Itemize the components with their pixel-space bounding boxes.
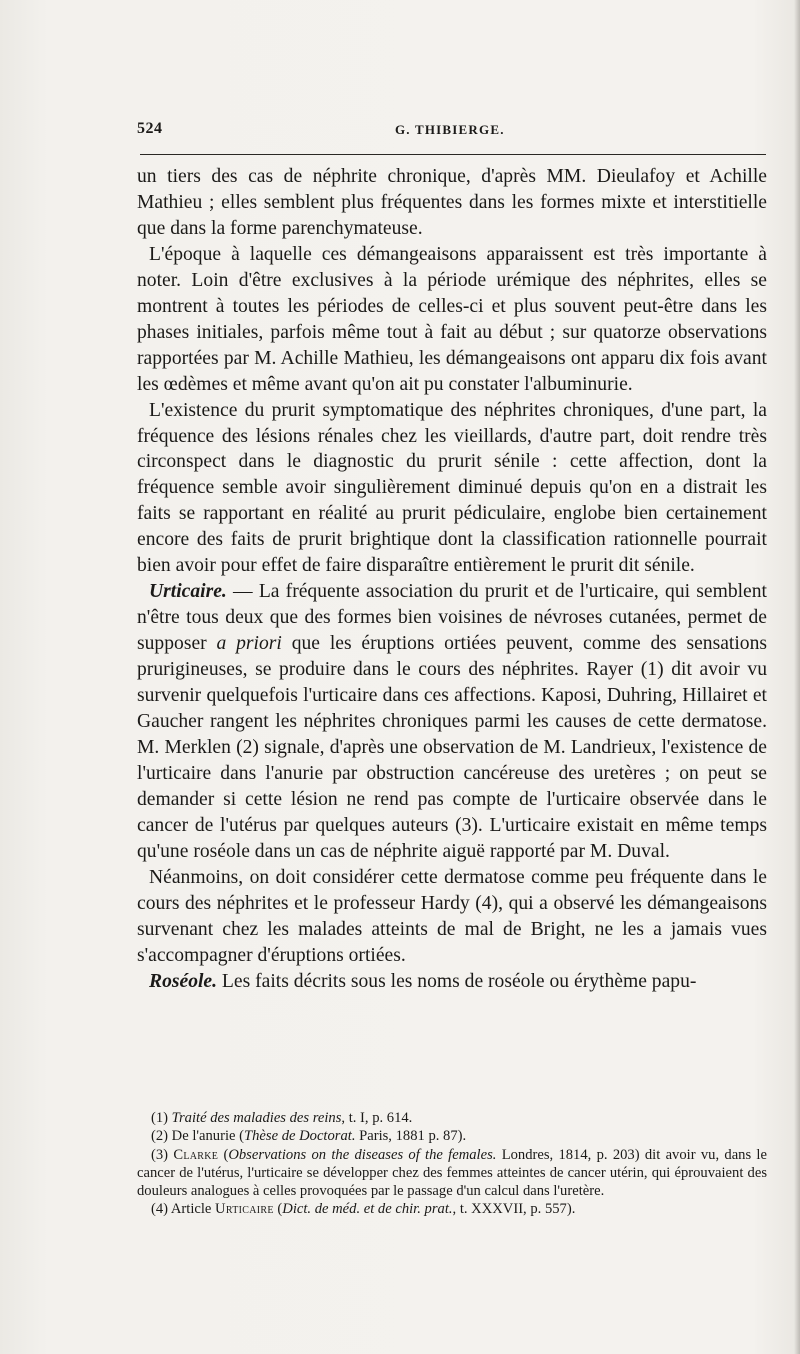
paragraph-text: — La fréquente association du prurit et de l'urticaire, qui semblent n'être tous deux que des formes bien voisines de névroses cutanées, permet de supposer <box>137 581 767 655</box>
footnote-3 <box>137 1146 767 1201</box>
section-heading-roseole: Roséole. <box>149 970 218 992</box>
footnote-text: , t. XXXVII, p. 557). <box>452 1201 576 1218</box>
paragraph-text: L'époque à laquelle ces démangeaisons apparaissent est très importante à noter. Loin d'être exclusives à la période urémique des néphrites, elles se montrent à toutes les périodes de celles-ci et plus souvent peut-être dans les phases initiales, parfois même tout à fait au début ; sur quatorze observations rapportées par M. Achille Mathieu, les démangeaisons ont apparu dix fois avant les œdèmes et même avant qu'on ait pu constater l'albuminurie. <box>137 243 767 395</box>
footnote-text: (2) De l'anurie ( <box>151 1128 244 1145</box>
paragraph-text: que les éruptions ortiées peuvent, comme des sensations prurigineuses, se produire dans le cours des néphrites. Rayer (1) dit avoir vu survenir quelquefois l'urticaire dans ces affections. Kaposi, Duhring, Hillairet et Gaucher rangent les néphrites chroniques parmi les causes de cette dermatose. M. Merklen (2) signale, d'après une observation de M. Landrieux, l'existence de l'urticaire dans l'anurie par obstruction cancéreuse des uretères ; on peut se demander si cette lésion ne rend pas compte de l'urticaire observée dans le cancer de l'utérus par quelques auteurs (3). L'urticaire existait en même temps qu'une roséole dans un cas de néphrite aiguë rapporté par M. Duval. <box>137 633 768 862</box>
footnote-author: Clarke <box>173 1146 219 1163</box>
paragraph-text: L'existence du prurit symptomatique des néphrites chroniques, d'une part, la fréquence des lésions rénales chez les vieillards, d'autre part, doit rendre très circonspect dans le diagnostic du prurit sénile : cette affection, dont la fréquence semble avoir singulièrement diminué depuis qu'on en a distrait les faits se rapportant en réalité au prurit pédiculaire, englobe bien certainement encore des faits de prurit brightique dont la classification rationnelle pourrait bien avoir pour effet de faire disparaître entièrement le prurit dit sénile. <box>137 399 767 577</box>
paragraph <box>137 164 767 242</box>
footnote-article: Urticaire <box>215 1201 274 1218</box>
italic-phrase: a priori <box>216 633 282 655</box>
footnote-text: ( <box>218 1146 229 1163</box>
running-title: G. THIBIERGE. <box>395 122 505 137</box>
header-rule <box>140 154 766 155</box>
footnote-text: Paris, 1881 p. 87). <box>355 1128 467 1145</box>
footnote-title: Dict. de méd. et de chir. prat. <box>282 1201 453 1218</box>
paragraph <box>137 242 767 398</box>
main-text <box>137 164 767 995</box>
footnote-text: ( <box>273 1201 283 1218</box>
section-heading-urticaire: Urticaire. <box>149 581 227 603</box>
paragraph-urticaire <box>137 579 767 864</box>
footnote-title: Observations on the diseases of the females. <box>228 1146 497 1163</box>
footnotes <box>137 1109 767 1219</box>
footnote-number: (1) <box>151 1110 172 1126</box>
paragraph-text: un tiers des cas de néphrite chronique, d'après MM. Dieulafoy et Achille Mathieu ; elles semblent plus fréquentes dans les formes mixte et interstitielle que dans la forme parenchymateuse. <box>137 166 767 239</box>
footnote-1 <box>137 1109 767 1127</box>
footnote-number: (3) <box>151 1146 174 1163</box>
page-header <box>137 120 767 144</box>
paragraph-text: Les faits décrits sous les noms de roséole ou érythème papu- <box>217 970 697 992</box>
paragraph <box>137 865 767 969</box>
page-number: 524 <box>137 120 163 137</box>
footnote-2 <box>137 1127 767 1145</box>
footnote-title: Thèse de Doctorat. <box>244 1128 356 1145</box>
footnote-text: (4) Article <box>151 1201 216 1218</box>
paragraph <box>137 398 767 580</box>
footnote-text: Londres, 1814, p. 203) dit avoir vu, dans le cancer de l'utérus, l'urticaire se développer chez des femmes atteintes de cancer utérin, qui éprouvaient des douleurs analogues à celles provoquées par le passage d'un calcul dans l'uretère. <box>137 1146 767 1200</box>
footnote-text: , t. I, p. 614. <box>341 1110 413 1126</box>
footnote-4 <box>137 1200 767 1218</box>
paragraph-roseole <box>137 969 767 995</box>
footnote-title: Traité des maladies des reins <box>171 1110 342 1126</box>
paragraph-text: Néanmoins, on doit considérer cette dermatose comme peu fréquente dans le cours des néphrites et le professeur Hardy (4), qui a observé les démangeaisons survenant chez les malades atteints de mal de Bright, ne les a jamais vues s'accompagner d'éruptions ortiées. <box>137 866 767 966</box>
page-edge-shadow <box>794 0 800 1354</box>
